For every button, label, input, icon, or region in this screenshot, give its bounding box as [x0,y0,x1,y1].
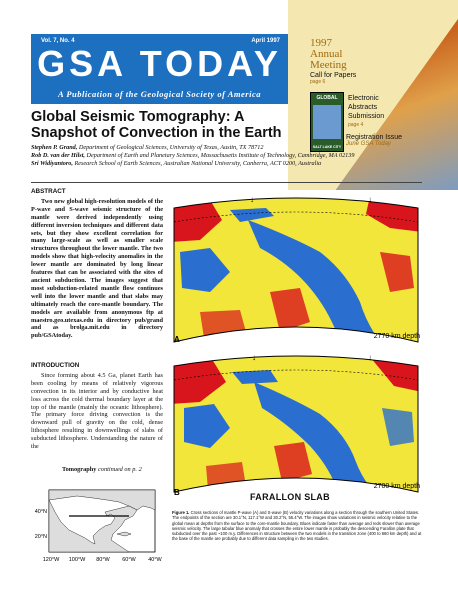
article-headline: Global Seismic Tomography: A Snapshot of Convection in the Earth [31,109,282,141]
call-for-papers [310,72,356,85]
electronic-abstracts [348,94,384,130]
magazine-subtitle: A Publication of the Geological Society of America [58,89,261,99]
panel-a-arrow-east: ↓ [368,195,372,204]
abstract-heading: ABSTRACT [31,188,66,195]
magazine-title: GSA TODAY [37,43,282,84]
introduction-heading: INTRODUCTION [31,362,80,369]
panel-b-depth: 2700 km depth [373,483,420,490]
call-for-papers-page: page 6 [310,79,326,85]
panel-b-slow-deep-west [206,462,246,490]
masthead [31,34,288,104]
map-lon-100: 100°W [68,557,86,563]
meeting-word-annual: Annual [310,48,343,60]
volume-number: Vol. 7, No. 4 [41,38,75,44]
meeting-title [310,38,347,71]
header-divider [31,182,422,183]
map-lat-40: 40°N [34,509,47,515]
tomography-figure [170,192,422,504]
introduction-section [31,362,163,451]
panel-a-cross-section [170,192,422,352]
author-list [31,144,421,169]
continued-keyword: Tomography [62,466,97,473]
issue-date: April 1997 [251,38,280,44]
panel-a-arrow-west: ↓ [250,195,254,204]
meeting-year: 1997 [310,37,332,49]
eas-line-2: Abstracts [348,104,378,111]
continued-note [62,466,142,473]
author-1-name: Stephen P. Grand, [31,144,78,151]
continued-page: continued on p. 2 [98,466,142,473]
caption-lead: Figure 1. [172,510,190,515]
author-2-affiliation: Department of Earth and Planetary Sciences, Massachusetts Institute of Technology, Cambridge, MA 02139 [86,152,355,160]
eas-page: page 4 [348,122,364,128]
figure-caption [172,510,422,542]
author-1-affiliation: Department of Geological Sciences, University of Texas, Austin, TX 78712 [78,144,264,151]
introduction-text: Since forming about 4.5 Ga, planet Earth has been cooling by means of relatively vigorous convection in its interior and by conductive heat loss across the cold thermal boundary layer at the top of the mantle (mainly the oceanic lithosphere). The primary force driving convection is the downward pull of gravity on the cold, dense lithosphere resulting in downwellings of slabs of subducted lithosphere. Understanding the nature of the [31,371,163,451]
author-2-name: Rob D. van der Hilst, [31,152,85,160]
author-3-affiliation: Research School of Earth Sciences, Australian National University, Canberra, ACT 0200, Australia [74,160,322,168]
farallon-slab-label: FARALLON SLAB [250,492,330,502]
map-lon-40: 40°W [148,557,162,563]
registration-sub: June GSA Today [346,141,391,147]
location-map [33,486,163,566]
author-3-name: Sri Widiyantoro, [31,160,73,168]
panel-a-slow-deep-west [200,310,246,338]
map-lon-120: 120°W [42,557,60,563]
registration-label: Registration Issue [346,134,403,141]
map-lon-60: 60°W [122,557,136,563]
abstract-section [31,188,163,340]
logo-image [313,105,341,139]
abstract-text: Two new global high-resolution models of the P-wave and S-wave seismic structure of the mantle were derived independently using different inversion techniques and different data sets, but they show excellent correlation for many large-scale as well as smaller scale structures throughout the lower mantle. The two models show that high-velocity anomalies in the lower mantle are dominated by long linear features that can be associated with the sites of ancient subduction. The images suggest that most subduction-related mantle flow continues well into the lower mantle and that slabs may ultimately reach the core-mantle boundary. The models are available from anonymous ftp at maestro.geo.utexas.edu in directory pub/grand and as brolga.mit.edu in directory pub/GSAtoday. [31,197,163,340]
map-lat-20: 20°N [34,534,47,540]
panel-b-label: B [174,488,180,497]
meeting-word-meeting: Meeting [310,59,347,71]
panel-b-arrow-west: ↓ [252,353,256,362]
call-for-papers-label: Call for Papers [310,72,357,79]
logo-bottom-text: SALT LAKE CITY [312,145,342,149]
caption-text: Cross sections of mantle P-wave (A) and S-wave (B) velocity variations along a section through the southern United States. The endpoints of the section are 30.1°N, 117.1°W and 30.2°N, 56.4°W. The images show variations in seismic velocity relative to the global mean at depths from the surface to the core-mantle boundary. Blues indicate faster than average and reds slower than average seismic velocity. The large tabular blue anomaly that crosses the entire lower mantle is probably the descending Farallon plate that subducted over the past ~100 m.y. Differences in structure between the two models in the transition zone (400 to 660 km depth) and at the base of the mantle are probably due to different data sampling in the two studies. [172,510,422,542]
meeting-logo [310,92,344,152]
logo-top-text: GLOBAL [316,95,338,101]
eas-line-1: Electronic [348,95,379,102]
panel-b-arrow-east: ↓ [368,353,372,362]
panel-a-label: A [174,335,180,344]
eas-line-3: Submission [348,113,385,120]
panel-a-depth: 2770 km depth [373,333,420,340]
map-lon-80: 80°W [96,557,110,563]
